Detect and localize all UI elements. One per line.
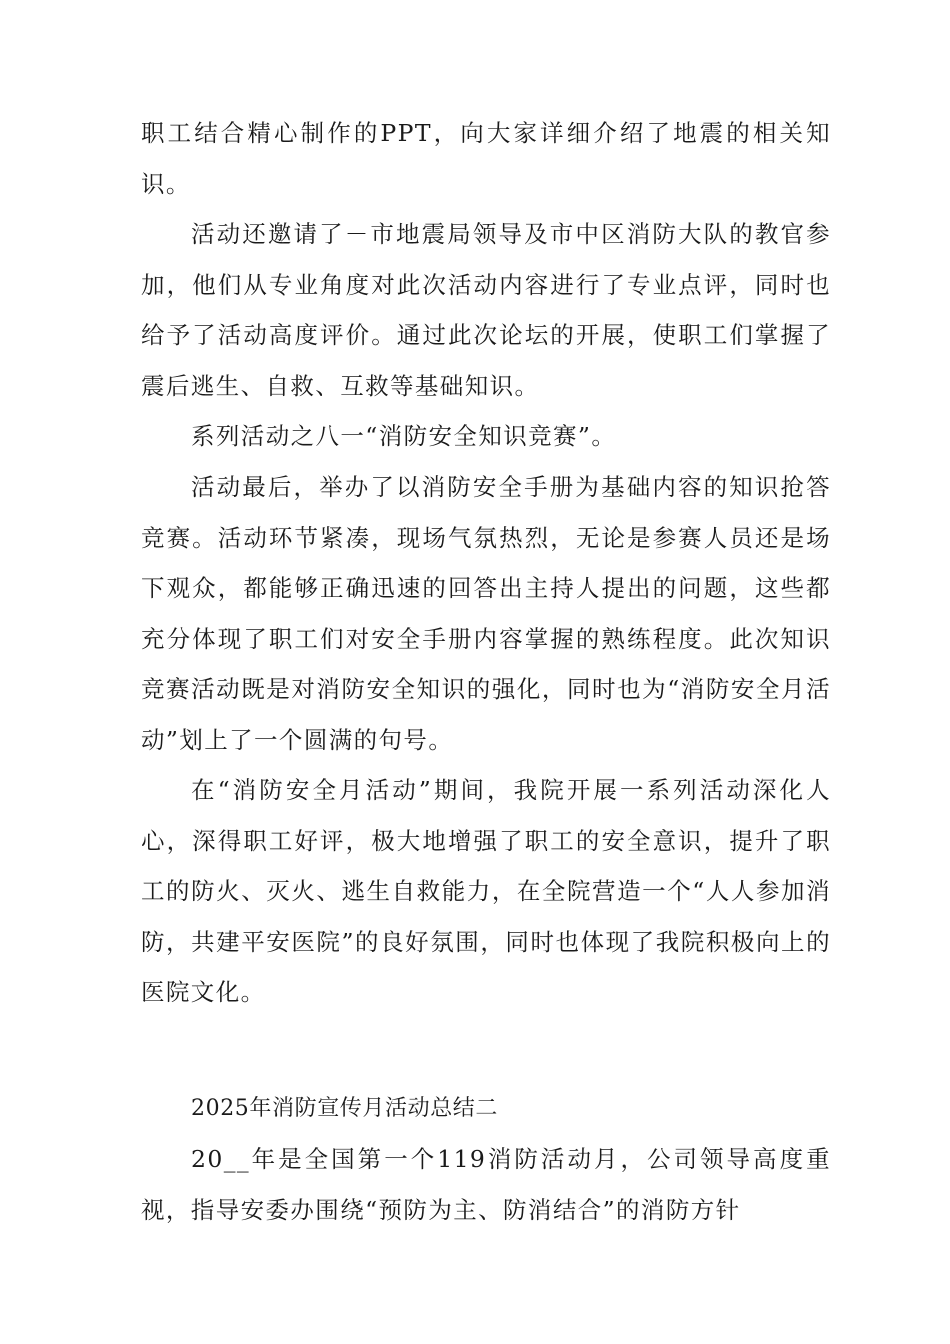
- paragraph-activity-eight: 系列活动之八一“消防安全知识竞赛”。: [191, 422, 617, 450]
- paragraph-intro-119: 20__年是全国第一个119消防活动月，公司领导高度重视，指导安委办围绕“预防为主、防消结合”的消防方针: [141, 1145, 831, 1224]
- paragraph-earthquake-ppt: 职工结合精心制作的PPT，向大家详细介绍了地震的相关知识。: [141, 119, 831, 198]
- section-title: 2025年消防宣传月活动总结二: [191, 1096, 498, 1121]
- paragraph-safety-month-summary: 在“消防安全月活动”期间，我院开展一系列活动深化人心，深得职工好评，极大地增强了职工的安全意识，提升了职工的防火、灭火、逃生自救能力，在全院营造一个“人人参加消防，共建平安医院”的良好氛围，同时也体现了我院积极向上的医院文化。: [141, 776, 831, 1006]
- paragraph-invited-guests: 活动还邀请了－市地震局领导及市中区消防大队的教官参加，他们从专业角度对此次活动内容进行了专业点评，同时也给予了活动高度评价。通过此次论坛的开展，使职工们掌握了震后逃生、自救、互救等基础知识。: [141, 220, 831, 400]
- paragraph-knowledge-contest: 活动最后，举办了以消防安全手册为基础内容的知识抢答竞赛。活动环节紧凑，现场气氛热烈，无论是参赛人员还是场下观众，都能够正确迅速的回答出主持人提出的问题，这些都充分体现了职工们对安全手册内容掌握的熟练程度。此次知识竞赛活动既是对消防安全知识的强化，同时也为“消防安全月活动”划上了一个圆满的句号。: [141, 473, 831, 754]
